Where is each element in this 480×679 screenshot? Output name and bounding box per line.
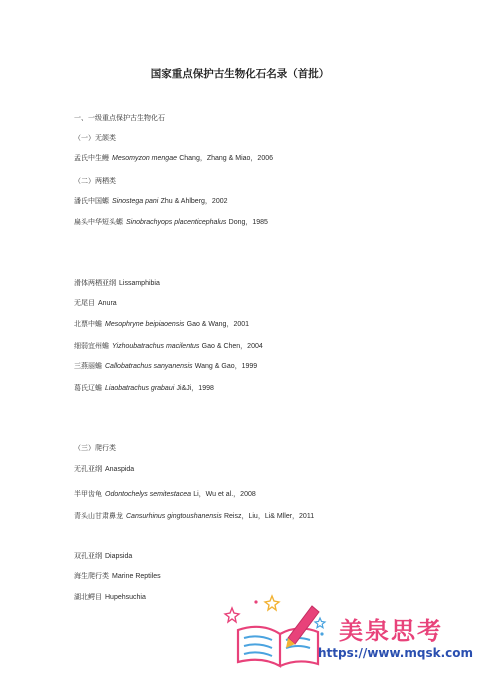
line-scientific-name: Yizhoubatrachus macilentus: [112, 343, 200, 350]
line-scientific-name: Callobatrachus sanyanensis: [105, 363, 193, 370]
document-title: 国家重点保护古生物化石名录（首批）: [150, 68, 330, 80]
line-author-year: Ji&Ji，1998: [176, 385, 214, 392]
line-scientific-name: Sinobrachyops placenticephalus: [126, 219, 227, 226]
document-line: [74, 572, 161, 581]
line-scientific-name: Odontochelys semitestacea: [105, 491, 191, 498]
line-chinese-name: （三）爬行类: [74, 444, 116, 452]
document-line: [74, 299, 117, 308]
line-chinese-name: 一、一级重点保护古生物化石: [74, 114, 165, 122]
document-line: [74, 362, 257, 371]
document-line: [74, 384, 214, 393]
line-english-name: Anura: [98, 300, 117, 307]
line-chinese-name: 扁头中华短头螈: [74, 218, 123, 226]
line-chinese-name: 湖北鳄目: [74, 593, 102, 601]
line-chinese-name: 葛氏辽蟾: [74, 384, 102, 392]
document-line: [74, 218, 268, 227]
line-chinese-name: 青头山甘肃鼻龙: [74, 512, 123, 520]
line-chinese-name: 北票中蟾: [74, 320, 102, 328]
line-author-year: Gao & Chen，2004: [201, 343, 263, 350]
line-chinese-name: 海生爬行类: [74, 572, 109, 580]
document-line: [74, 490, 256, 499]
document-line: [74, 593, 146, 602]
line-author-year: Dong，1985: [228, 219, 268, 226]
line-author-year: Reisz，Liu，Li& Mller，2011: [223, 513, 315, 520]
line-author-year: Wang & Gao，1999: [194, 363, 258, 370]
line-chinese-name: 滑体两栖亚纲: [74, 279, 116, 287]
line-english-name: Lissamphibia: [119, 280, 160, 287]
line-chinese-name: 细弱宜州蟾: [74, 342, 109, 350]
line-english-name: Hupehsuchia: [105, 594, 146, 601]
line-author-year: Zhu & Ahlberg，2002: [160, 198, 228, 205]
document-line: [74, 465, 134, 474]
line-english-name: Marine Reptiles: [112, 573, 161, 580]
line-chinese-name: （二）两栖类: [74, 177, 116, 185]
document-line: [74, 512, 314, 521]
line-chinese-name: 无尾目: [74, 299, 95, 307]
line-scientific-name: Mesomyzon mengae: [112, 155, 177, 162]
line-author-year: Chang，Zhang & Miao，2006: [179, 155, 273, 162]
document-line: [74, 197, 228, 206]
line-scientific-name: Mesophryne beipiaoensis: [105, 321, 185, 328]
line-chinese-name: 潘氏中国螈: [74, 197, 109, 205]
document-line: [74, 444, 116, 453]
line-chinese-name: 无孔亚纲: [74, 465, 102, 473]
line-english-name: Anaspida: [105, 466, 135, 473]
document-line: [74, 154, 273, 163]
line-chinese-name: 半甲齿龟: [74, 490, 102, 498]
document-line: [74, 320, 249, 329]
line-author-year: Li，Wu et al.，2008: [193, 491, 256, 498]
document-line: [74, 134, 116, 143]
line-chinese-name: 双孔亚纲: [74, 552, 102, 560]
watermark-book-pen-icon: [222, 594, 332, 670]
watermark-brand: 美泉思考: [339, 617, 443, 645]
document-line: [74, 279, 160, 288]
document-line: [74, 177, 116, 186]
watermark-url[interactable]: https://www.mqsk.com: [318, 646, 473, 660]
line-author-year: Gao & Wang，2001: [186, 321, 250, 328]
document-line: [74, 342, 263, 351]
line-english-name: Diapsida: [105, 553, 133, 560]
line-chinese-name: 孟氏中生鳗: [74, 154, 109, 162]
line-scientific-name: Cansurhinus gingtoushanensis: [126, 513, 222, 520]
line-chinese-name: 三燕丽蟾: [74, 362, 102, 370]
document-line: [74, 114, 165, 123]
line-scientific-name: Liaobatrachus grabaui: [105, 385, 175, 392]
document-line: [74, 552, 132, 561]
line-chinese-name: （一）无颌类: [74, 134, 116, 142]
line-scientific-name: Sinostega pani: [112, 198, 159, 205]
